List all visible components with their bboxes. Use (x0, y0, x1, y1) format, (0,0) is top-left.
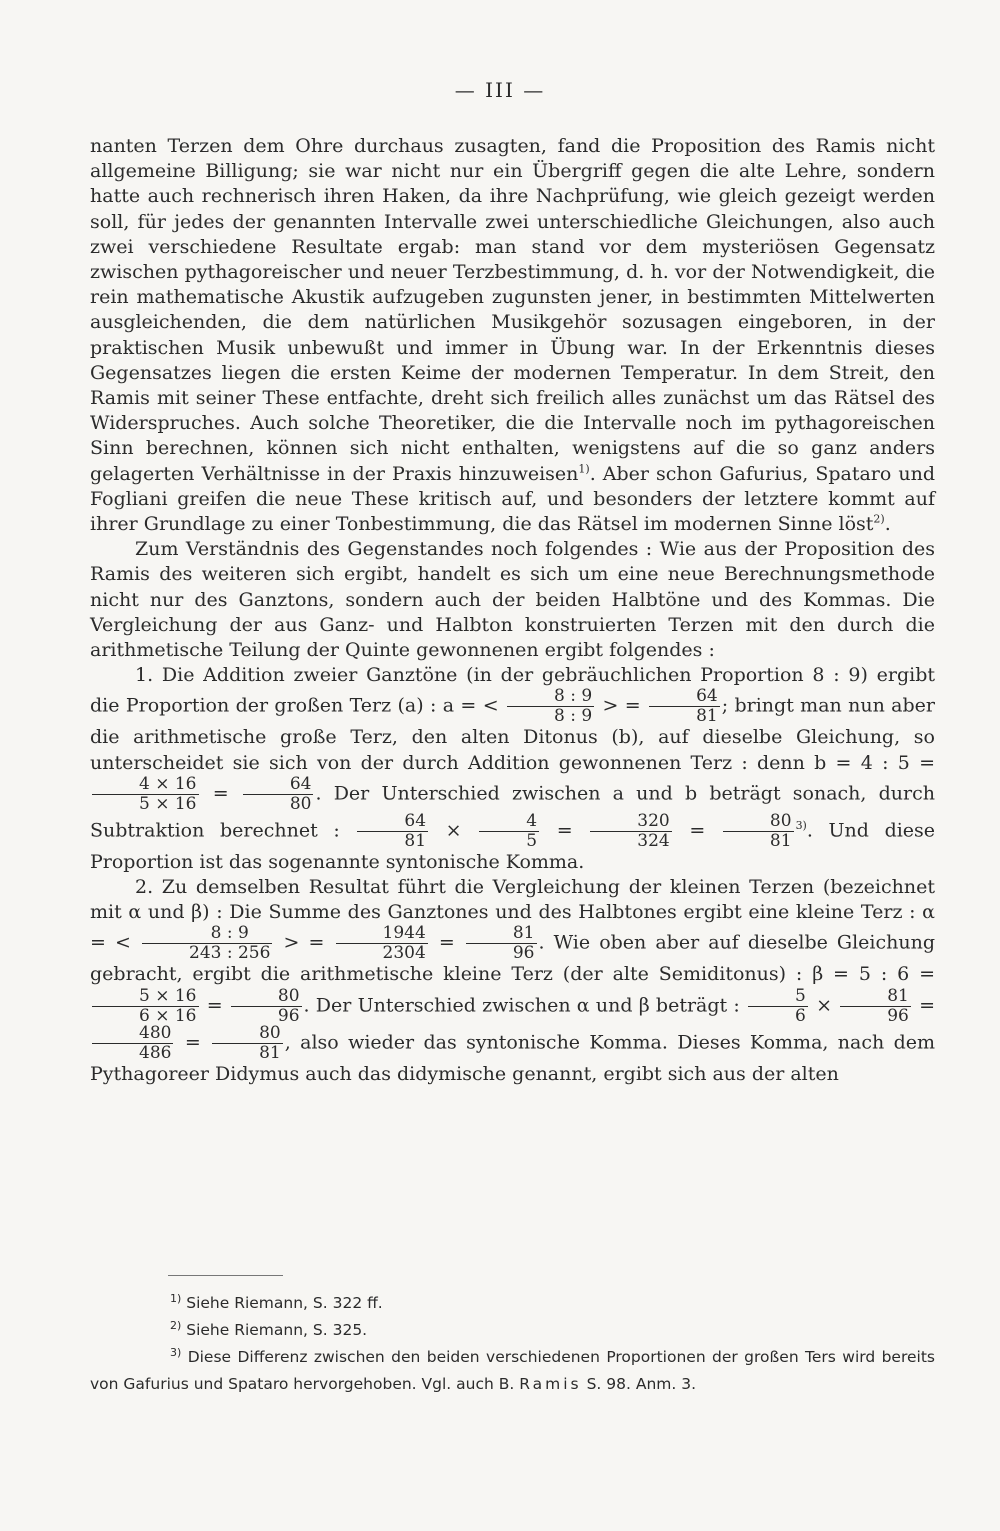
footnotes (90, 1290, 935, 1398)
footnote-ref-3: 3) (795, 819, 807, 833)
fraction: $\frac{320}{324}$ (590, 813, 671, 850)
fraction: $\frac{480}{486}$ (92, 1025, 173, 1062)
paragraph-2: Zum Verständnis des Gegenstandes noch folgendes : Wie aus der Proposition des Ramis des weiteren sich ergibt, handelt es sich um eine neue Berechnungsmethode nicht nur des Ganztons, sondern auch der beiden Halbtöne und des Kommas. Die Vergleichung der aus Ganz- und Halbton konstruierten Terzen mit den durch die arithmetische Teilung der Quinte gewonnenen ergibt folgendes : (90, 538, 935, 662)
main-text (90, 134, 935, 1087)
fraction: $\frac{5 \times 16}{6 \times 16}$ (92, 988, 199, 1025)
page-number: — III — (454, 78, 546, 102)
fraction: $\frac{8 : 9}{8 : 9}$ (507, 688, 594, 725)
fraction: $\frac{80}{81}$ (212, 1025, 283, 1062)
footnote-ref-2: 2) (873, 512, 885, 526)
footnote-1: $^{1)}$ Siehe Riemann, S. 322 ff. (170, 1291, 383, 1312)
footnote-divider (168, 1275, 283, 1276)
paragraph-1: nanten Terzen dem Ohre durchaus zusagten, fand die Proposition des Ramis nicht allgemeine Billigung; sie war nicht nur ein Übergriff gegen die alte Lehre, sondern hatte auch rechnerisch ihren Haken, da ihre Nachprüfung, wie gleich gezeigt werden soll, für jedes der genannten Intervalle zwei unterschiedliche Gleichungen, also auch zwei verschiedene Resultate ergab: man stand vor dem mysteriösen Gegensatz zwischen pythagoreischer und neuer Terzbestimmung, d. h. vor der Notwendigkeit, die rein mathematische Akustik aufzugeben zugunsten jener, in bestimmten Mittelwerten ausgleichenden, die dem natürlichen Musikgehör sozusagen eingeboren, in der praktischen Musik unbewußt und immer in Übung war. In der Erkenntnis dieses Gegensatzes liegen die ersten Keime der modernen Temperatur. In dem Streit, den Ramis mit seiner These entfachte, dreht sich freilich alles zunächst um das Rätsel des Widerspruches. Auch solche Theoretiker, die die Intervalle noch im pythagoreischen Sinn berechnen, können sich nicht enthalten, wenigstens auf die so ganz anders gelagerten Verhältnisse in der Praxis hinzuweisen$^{1)}$. Aber schon Gafurius, Spataro und Fogliani greifen die neue These kritisch auf, und besonders der letztere kommt auf ihrer Grundlage zu einer Tonbestimmung, die das Rätsel im modernen Sinne löst$^{2)}$. (90, 135, 936, 536)
paragraph-4: 2. Zu demselben Resultat führt die Vergleichung der kleinen Terzen (bezeichnet mit α und β) : Die Summe des Ganztones und des Halbtones ergibt eine kleine Terz : α = < $\frac{8 : 9}{243 : 256}$ > = $\frac{1944}{2304}$ = $\frac{81}{96}$ . Wie oben aber auf dieselbe Gleichung gebracht, ergibt die arithmetische kleine Terz (der alte Semiditonus) : β = 5 : 6 = $\frac{5 \times 16}{6 \times 16}$ = $\frac{80}{96}$ . Der Unterschied zwischen α und β beträgt : $\frac{5}{6}$ × $\frac{81}{96}$ = $\frac{480}{486}$ = $\frac{80}{81}$ , also wieder das syntonische Komma. Dieses Komma, nach dem Pythagoreer Didymus auch das didymische genannt, ergibt sich aus der alten (90, 876, 936, 1085)
paragraph-3: 1. Die Addition zweier Ganztöne (in der gebräuchlichen Proportion 8 : 9) ergibt die Proportion der großen Terz (a) : a = < $\frac{8 : 9}{8 : 9}$ > = $\frac{64}{81}$ ; bringt man nun aber die arithmetische große Terz, den alten Ditonus (b), auf dieselbe Gleichung, so unterscheidet sie sich von der durch Addition gewonnenen Terz : denn b = 4 : 5 = $\frac{4 \times 16}{5 \times 16}$ = $\frac{64}{80}$ . Der Unterschied zwischen a und b beträgt sonach, durch Subtraktion berechnet : $\frac{64}{81}$ × $\frac{4}{5}$ = $\frac{320}{324}$ = $\frac{80}{81}$ $^{3)}$. Und diese Proportion ist das sogenannte syntonische Komma. (90, 664, 936, 873)
fraction: $\frac{81}{96}$ (840, 988, 911, 1025)
fraction: $\frac{5}{6}$ (748, 988, 808, 1025)
footnote-3: $^{3)}$ Diese Differenz zwischen den beiden verschiedenen Proportionen der großen Ters wird bereits von Gafurius und Spataro hervorgehoben. Vgl. auch B. Ramis S. 98. Anm. 3. (90, 1345, 935, 1393)
footnote-ref-1: 1) (578, 462, 590, 476)
fraction: $\frac{81}{96}$ (466, 925, 537, 962)
fraction: $\frac{8 : 9}{243 : 256}$ (142, 925, 272, 962)
fraction: $\frac{4}{5}$ (479, 813, 539, 850)
fraction: $\frac{64}{81}$ (649, 688, 720, 725)
footnote-2: $^{2)}$ Siehe Riemann, S. 325. (170, 1318, 368, 1339)
fraction: $\frac{1944}{2304}$ (336, 925, 428, 962)
fraction: $\frac{4 \times 16}{5 \times 16}$ (92, 776, 199, 813)
fraction: $\frac{80}{96}$ (231, 988, 302, 1025)
fraction: $\frac{64}{80}$ (243, 776, 314, 813)
fraction: $\frac{64}{81}$ (357, 813, 428, 850)
fraction: $\frac{80}{81}$ (723, 813, 794, 850)
